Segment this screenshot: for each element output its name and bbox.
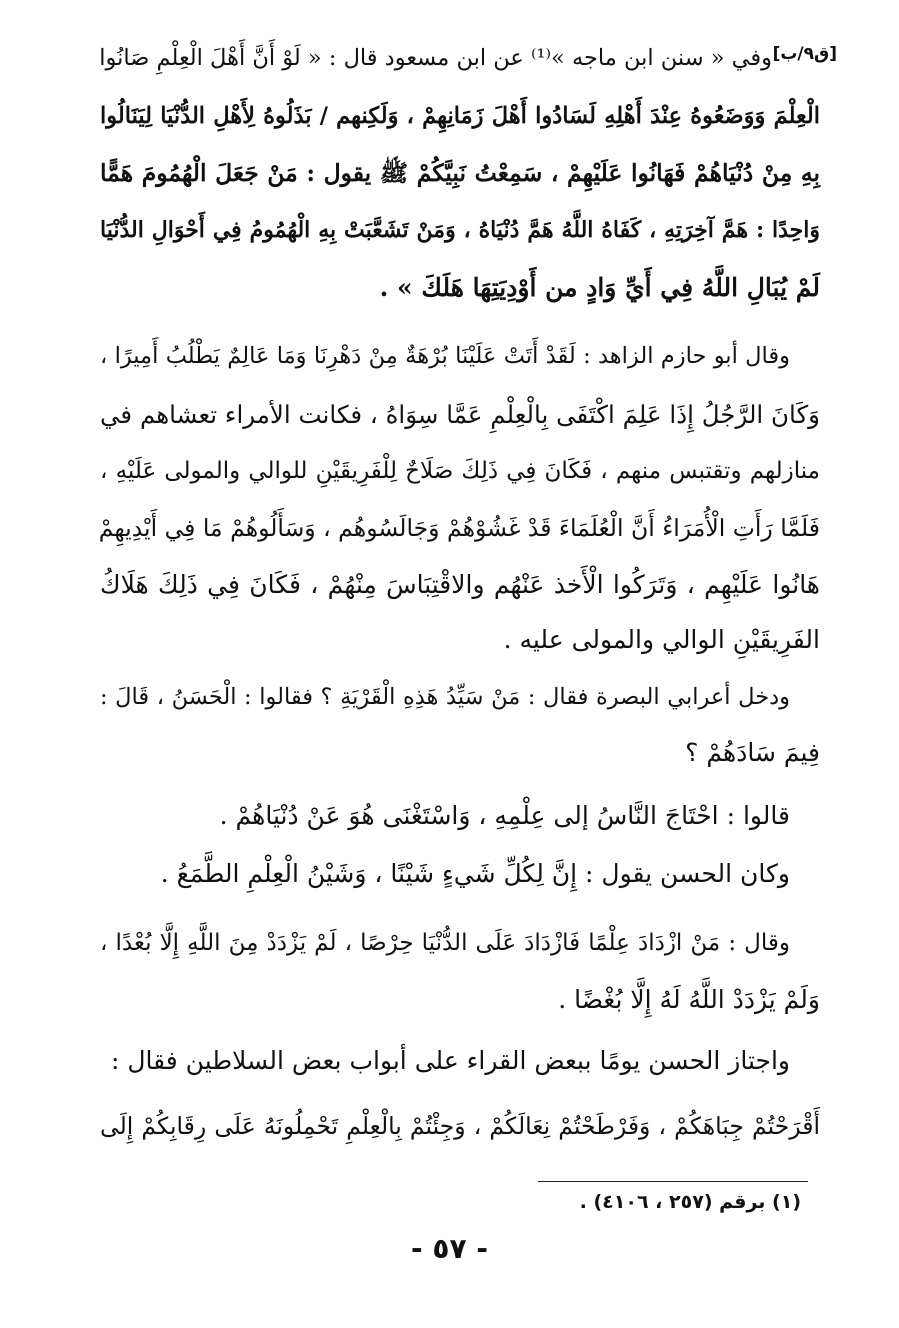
footnote-separator	[538, 1181, 808, 1182]
text-line: فِيمَ سَادَهُمْ ؟	[685, 738, 820, 767]
text-line: وقال : مَنْ ازْدَادَ عِلْمًا فَازْدَادَ عَلَى الدُّنْيَا حِرْصًا ، لَمْ يَزْدَدْ مِنَ اللَّهِ إِلَّا بُعْدًا ،	[100, 930, 790, 956]
text-line: وَاحِدًا : هَمَّ آخِرَتِهِ ، كَفَاهُ اللَّهُ هَمَّ دُنْيَاهُ ، وَمَنْ تَشَعَّبَتْ بِهِ الْهُمُومُ فِي أَحْوَالِ الدُّنْيَا	[100, 217, 820, 243]
text-line: الفَرِيقَيْنِ الوالي والمولى عليه .	[503, 625, 820, 654]
manuscript-folio-marker: [ق٩/ب]	[772, 44, 837, 64]
page-number: - ٥٧ -	[411, 1232, 488, 1265]
text-line: هَانُوا عَلَيْهِم ، وَتَرَكُوا الْأَخذ عَنْهُم والاقْتِبَاسَ مِنْهُمْ ، فَكَانَ فِي ذَلِكَ هَلَاكُ	[100, 570, 820, 599]
footnote: (١) برقم (٢٥٧ ، ٤١٠٦) .	[579, 1191, 801, 1213]
text-line: لَمْ يُبَالِ اللَّهُ فِي أَيِّ وَادٍ من أَوْدِيَتِهَا هَلَكَ » .	[379, 273, 820, 302]
text-line: منازلهم وتقتبس منهم ، فَكَانَ فِي ذَلِكَ صَلَاحٌ لِلْفَرِيقَيْنِ للوالي والمولى عَلَيْهِ ،	[100, 458, 820, 484]
text-line: أَقْرَحْتُمْ جِبَاهَكُمْ ، وَفَرْطَحْتُمْ نِعَالَكُمْ ، وَجِئْتُمْ بِالْعِلْمِ تَحْمِلُونَهُ عَلَى رِقَابِكُمْ إِلَى	[100, 1112, 820, 1140]
text-line: ودخل أعرابي البصرة فقال : مَنْ سَيِّدُ هَذِهِ الْقَرْيَةِ ؟ فقالوا : الْحَسَنُ ، قَالَ :	[100, 684, 790, 710]
text-line: فَلَمَّا رَأَتِ الْأُمَرَاءُ أَنَّ الْعُلَمَاءَ قَدْ غَشُوْهُمْ وَجَالَسُوهُم ، وَسَأَلُوهُمْ مَا فِي أَيْدِيهِمْ	[98, 514, 820, 542]
text-line: الْعِلْمَ وَوَضَعُوهُ عِنْدَ أَهْلِهِ لَسَادُوا أَهْلَ زَمَانِهِمْ ، وَلَكِنهم / بَذَلُوهُ لِأَهْلِ الدُّنْيَا لِيَنَالُوا	[100, 103, 820, 129]
text-line: وَكَانَ الرَّجُلُ إِذَا عَلِمَ اكْتَفَى بِالْعِلْمِ عَمَّا سِوَاهُ ، فكانت الأمراء تعشاهم في	[100, 400, 820, 429]
text-line: وفي « سنن ابن ماجه »⁽¹⁾ عن ابن مسعود قال : « لَوْ أَنَّ أَهْلَ الْعِلْمِ صَانُوا	[99, 45, 772, 71]
text-line: وكان الحسن يقول : إِنَّ لِكُلِّ شَيءٍ شَيْنًا ، وَشَيْنُ الْعِلْمِ الطَّمَعُ .	[160, 859, 790, 888]
text-line: قالوا : احْتَاجَ النَّاسُ إلى عِلْمِهِ ، وَاسْتَغْنَى هُوَ عَنْ دُنْيَاهُمْ .	[219, 801, 790, 830]
text-line: بِهِ مِنْ دُنْيَاهُمْ فَهَانُوا عَلَيْهِمْ ، سَمِعْتُ نَبِيَّكُمْ ﷺ يقول : مَنْ جَعَلَ الْهُمُومَ هَمًّا	[100, 159, 820, 187]
body-text	[100, 38, 820, 1138]
text-line: واجتاز الحسن يومًا ببعض القراء على أبواب بعض السلاطين فقال :	[110, 1046, 790, 1075]
text-line: وقال أبو حازم الزاهد : لَقَدْ أَتَتْ عَلَيْنَا بُرْهَةٌ مِنْ دَهْرِنَا وَمَا عَالِمٌ يَطْلُبُ أَمِيرًا ،	[100, 343, 790, 369]
text-line: وَلَمْ يَزْدَدْ اللَّهُ لَهُ إِلَّا بُغْضًا .	[558, 985, 820, 1014]
